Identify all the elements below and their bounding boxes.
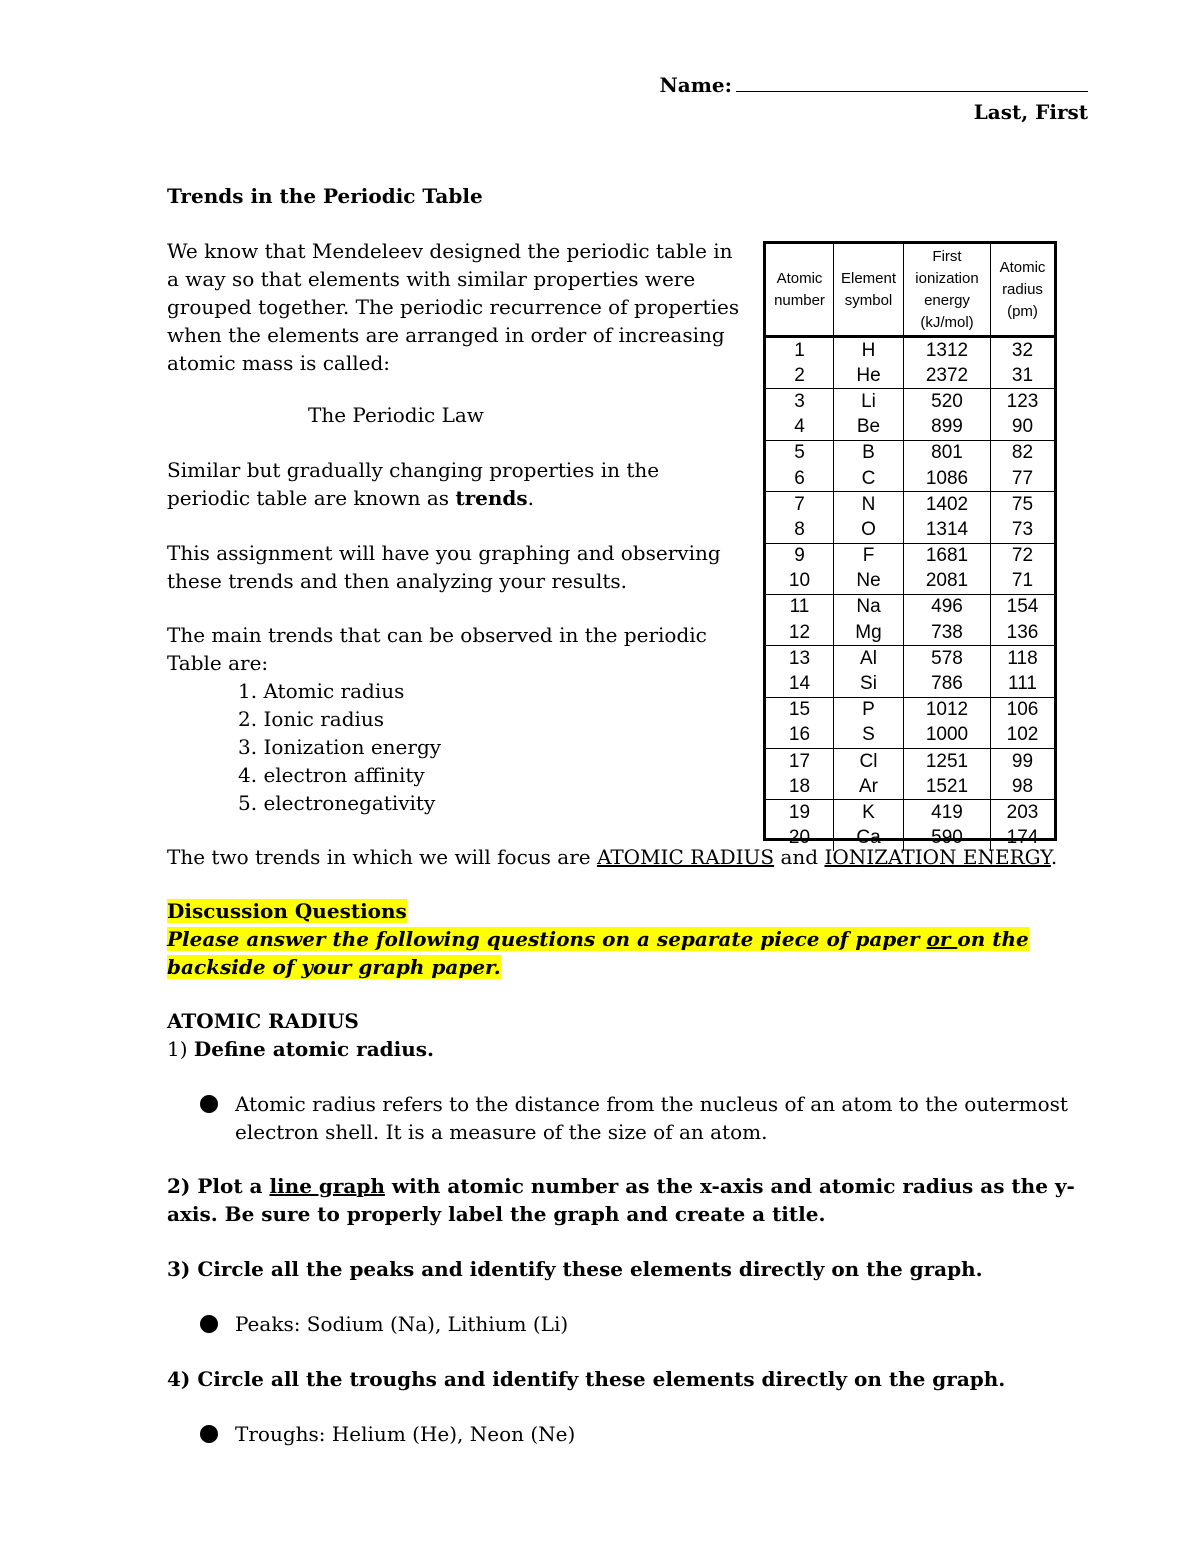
answer-text: Troughs: Helium (He), Neon (Ne): [235, 1422, 576, 1446]
table-row: [766, 517, 1054, 543]
table-row: [766, 569, 1054, 595]
answer-text: Peaks: Sodium (Na), Lithium (Li): [235, 1312, 569, 1336]
focus-text: The two trends in which we will focus are: [167, 845, 597, 869]
cell-ionization-energy: 1402: [904, 492, 991, 518]
trend-list: [238, 677, 441, 817]
table-header-row: [766, 244, 1054, 337]
trends-paragraph: [167, 456, 747, 512]
cell-atomic-number: 13: [766, 646, 834, 672]
focus-ionization-energy: IONIZATION ENERGY: [824, 845, 1051, 869]
cell-atomic-number: 15: [766, 697, 834, 723]
trend-list-item: 5. electronegativity: [238, 791, 436, 815]
cell-atomic-number: 7: [766, 492, 834, 518]
trend-list-item: 1. Atomic radius: [238, 679, 405, 703]
instructions-text: Please answer the following questions on a separate piece of paper: [167, 927, 927, 951]
table-row: [766, 697, 1054, 723]
cell-atomic-number: 18: [766, 774, 834, 800]
cell-ionization-energy: 590: [904, 826, 991, 851]
answer-1: [200, 1090, 1080, 1146]
focus-and: and: [774, 845, 825, 869]
trend-list-item: 2. Ionic radius: [238, 707, 385, 731]
table-row: [766, 826, 1054, 851]
cell-ionization-energy: 899: [904, 415, 991, 441]
cell-ionization-energy: 2081: [904, 569, 991, 595]
cell-element-symbol: He: [834, 363, 904, 389]
cell-atomic-radius: 99: [991, 749, 1055, 775]
trends-period: .: [527, 486, 535, 510]
answer-text: Atomic radius refers to the distance from the nucleus of an atom to the outermost electron shell. It is a measure of the size of an atom.: [235, 1092, 1068, 1144]
cell-atomic-radius: 32: [1011, 339, 1034, 361]
cell-atomic-radius: 77: [1011, 467, 1034, 489]
cell-element-symbol: K: [834, 800, 904, 826]
question-1: [167, 1035, 434, 1063]
cell-atomic-number: 12: [766, 620, 834, 646]
cell-atomic-number: 10: [766, 569, 834, 595]
cell-element-symbol: Cl: [834, 749, 904, 775]
focus-period: .: [1050, 845, 1058, 869]
table-row: [766, 749, 1054, 775]
cell-atomic-radius: 118: [991, 646, 1055, 672]
cell-element-symbol: S: [834, 723, 904, 749]
cell-atomic-number: 4: [766, 415, 834, 441]
cell-atomic-number: 14: [766, 671, 834, 697]
cell-element-symbol: Li: [834, 389, 904, 415]
cell-element-symbol: H: [834, 337, 904, 364]
table-row: [766, 543, 1054, 569]
cell-atomic-radius: 75: [991, 492, 1055, 518]
focus-atomic-radius: ATOMIC RADIUS: [596, 845, 775, 869]
cell-atomic-number: 1: [766, 337, 834, 364]
cell-atomic-radius: 123: [991, 389, 1055, 415]
element-data-table: [763, 241, 1057, 849]
table-row: [766, 492, 1054, 518]
cell-atomic-number: 11: [766, 594, 834, 620]
table-row: [766, 415, 1054, 441]
question-text-end: with atomic number as the x-axis and atomic radius as the y-axis. Be sure to properly label the graph and create a title.: [167, 1174, 1075, 1226]
cell-ionization-energy: 1681: [904, 543, 991, 569]
cell-atomic-radius: 31: [1011, 364, 1034, 386]
table-row: [766, 466, 1054, 492]
table-row: [766, 723, 1054, 749]
cell-atomic-number: 5: [766, 440, 834, 466]
cell-atomic-number: 20: [766, 826, 834, 851]
line-graph-term: line graph: [269, 1174, 385, 1198]
bullet-icon: [200, 1315, 218, 1333]
name-label: Name:: [659, 73, 732, 97]
cell-ionization-energy: 1000: [904, 723, 991, 749]
cell-element-symbol: B: [834, 440, 904, 466]
trends-word: trends: [455, 486, 528, 510]
cell-element-symbol: Al: [834, 646, 904, 672]
cell-atomic-radius: 73: [1011, 518, 1034, 540]
cell-atomic-number: 2: [766, 363, 834, 389]
question-2: [167, 1172, 1097, 1228]
question-text: 2) Plot a: [167, 1174, 270, 1198]
name-block: [659, 72, 1088, 126]
cell-element-symbol: Na: [834, 594, 904, 620]
cell-ionization-energy: 1086: [904, 466, 991, 492]
cell-atomic-radius: 82: [991, 440, 1055, 466]
cell-ionization-energy: 1012: [904, 697, 991, 723]
cell-element-symbol: Ne: [834, 569, 904, 595]
cell-ionization-energy: 738: [904, 620, 991, 646]
cell-atomic-radius: 71: [1011, 570, 1034, 592]
cell-element-symbol: Be: [834, 415, 904, 441]
cell-atomic-number: 16: [766, 723, 834, 749]
cell-atomic-number: 6: [766, 466, 834, 492]
cell-atomic-radius: 90: [1011, 416, 1034, 438]
cell-atomic-radius: 72: [991, 543, 1055, 569]
cell-element-symbol: Ca: [834, 826, 904, 851]
cell-element-symbol: O: [834, 517, 904, 543]
cell-atomic-radius: 106: [991, 697, 1055, 723]
trends-text: Similar but gradually changing properties in the periodic table are known as: [167, 458, 660, 510]
table-row: [766, 620, 1054, 646]
question-3: 3) Circle all the peaks and identify these elements directly on the graph.: [167, 1257, 983, 1281]
discussion-instructions: [167, 927, 1029, 979]
question-text: Define atomic radius.: [193, 1037, 435, 1061]
cell-atomic-radius: 203: [991, 800, 1055, 826]
table-row: [766, 363, 1054, 389]
cell-element-symbol: Si: [834, 671, 904, 697]
cell-atomic-radius: 98: [1011, 775, 1034, 797]
cell-element-symbol: C: [834, 466, 904, 492]
table-body: [766, 337, 1054, 851]
cell-ionization-energy: 1251: [904, 749, 991, 775]
table-row: [766, 774, 1054, 800]
intro-paragraph: We know that Mendeleev designed the periodic table in a way so that elements with similar properties were grouped together. The periodic recurrence of properties when the elements are arranged in order of increasing atomic mass is called:: [167, 239, 740, 375]
cell-ionization-energy: 1314: [904, 517, 991, 543]
assignment-paragraph: This assignment will have you graphing and observing these trends and then analyzing your results.: [167, 541, 721, 593]
cell-atomic-number: 3: [766, 389, 834, 415]
name-blank-line[interactable]: [736, 73, 1088, 92]
instructions-or: or: [926, 927, 958, 951]
cell-ionization-energy: 1312: [904, 337, 991, 364]
cell-element-symbol: N: [834, 492, 904, 518]
table-row: [766, 594, 1054, 620]
trend-list-item: 3. Ionization energy: [238, 735, 442, 759]
cell-ionization-energy: 419: [904, 800, 991, 826]
table-row: [766, 800, 1054, 826]
table-row: [766, 440, 1054, 466]
cell-atomic-radius: 174: [1006, 827, 1039, 849]
cell-atomic-radius: 102: [1006, 724, 1039, 746]
cell-atomic-radius: 136: [1006, 621, 1039, 643]
name-sublabel: Last, First: [973, 100, 1088, 124]
col-atomic-number: Atomic number: [766, 244, 834, 337]
bullet-icon: [200, 1425, 218, 1443]
table-row: [766, 671, 1054, 697]
atomic-radius-heading: ATOMIC RADIUS: [167, 1009, 359, 1033]
question-4: 4) Circle all the troughs and identify these elements directly on the graph.: [167, 1367, 1006, 1391]
cell-element-symbol: Mg: [834, 620, 904, 646]
table-row: [766, 389, 1054, 415]
col-element-symbol: Element symbol: [834, 244, 904, 337]
table-row: [766, 646, 1054, 672]
cell-element-symbol: P: [834, 697, 904, 723]
answer-4: [200, 1420, 575, 1448]
cell-ionization-energy: 1521: [904, 774, 991, 800]
col-ionization-energy: First ionization energy (kJ/mol): [904, 244, 991, 337]
cell-ionization-energy: 578: [904, 646, 991, 672]
cell-ionization-energy: 801: [904, 440, 991, 466]
col-atomic-radius: Atomic radius (pm): [991, 244, 1055, 337]
cell-atomic-number: 8: [766, 517, 834, 543]
question-number: 1): [167, 1037, 194, 1061]
cell-ionization-energy: 786: [904, 671, 991, 697]
answer-3: [200, 1310, 568, 1338]
cell-ionization-energy: 2372: [904, 363, 991, 389]
cell-atomic-number: 9: [766, 543, 834, 569]
main-trends-paragraph: The main trends that can be observed in the periodic Table are:: [167, 623, 707, 675]
cell-element-symbol: Ar: [834, 774, 904, 800]
cell-atomic-radius: 154: [991, 594, 1055, 620]
discussion-section: [167, 897, 1072, 981]
cell-element-symbol: F: [834, 543, 904, 569]
cell-ionization-energy: 496: [904, 594, 991, 620]
bullet-icon: [200, 1095, 218, 1113]
cell-atomic-number: 19: [766, 800, 834, 826]
cell-atomic-radius: 111: [1008, 673, 1037, 695]
periodic-law-answer: The Periodic Law: [308, 403, 484, 427]
trend-list-item: 4. electron affinity: [238, 763, 425, 787]
cell-atomic-number: 17: [766, 749, 834, 775]
instructions-text-end: on the backside of your graph paper.: [167, 927, 1029, 979]
page-title: Trends in the Periodic Table: [167, 184, 483, 208]
discussion-heading: Discussion Questions: [167, 899, 407, 923]
cell-ionization-energy: 520: [904, 389, 991, 415]
table-row: [766, 337, 1054, 364]
